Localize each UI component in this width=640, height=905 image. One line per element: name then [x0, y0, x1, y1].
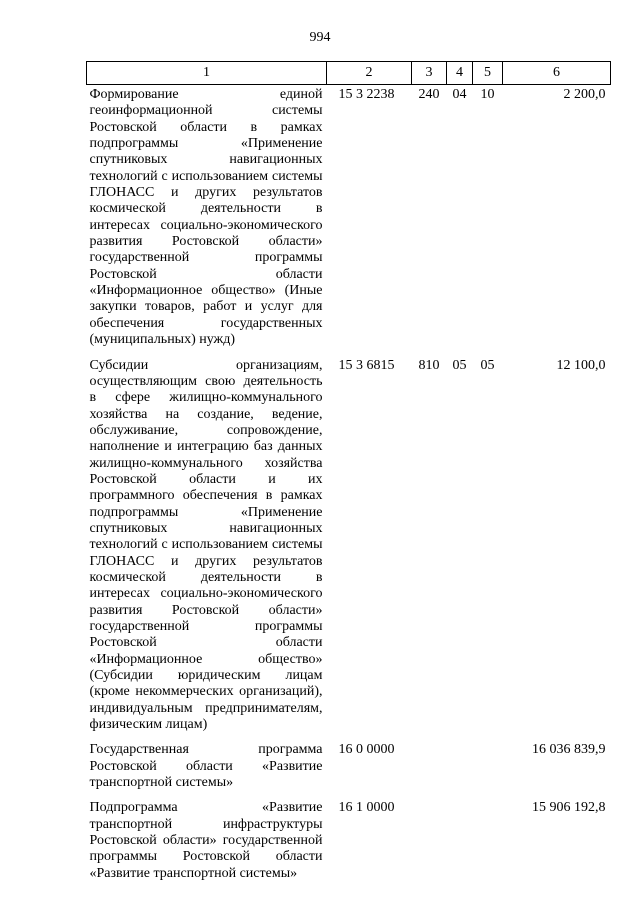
- row-target-code: 15 3 6815: [338, 357, 395, 373]
- row-target-code: 16 1 0000: [338, 800, 395, 816]
- row-section: 05: [452, 357, 467, 373]
- row-amount: 12 100,0: [556, 357, 606, 373]
- row-name: Подпрограмма «Развитие транспортной инфраструктуры Ростовской области» государственной программы Ростовской области «Развитие транспортной системы»: [89, 800, 323, 881]
- header-cell-rz: 4: [447, 62, 473, 85]
- page-number: 994: [309, 30, 331, 45]
- row-amount: 16 036 839,9: [532, 742, 606, 758]
- table-header-row: [87, 62, 611, 85]
- header-cell-vr: 3: [412, 62, 447, 85]
- row-subsection: 10: [480, 87, 495, 102]
- row-expense-type: [412, 798, 447, 889]
- row-amount: 15 906 192,8: [532, 800, 606, 816]
- row-section: [447, 798, 473, 889]
- header-cell-pr: 5: [473, 62, 503, 85]
- row-target-code: 16 0 0000: [338, 742, 395, 758]
- row-subsection: [473, 740, 503, 798]
- table-row: [87, 356, 611, 741]
- row-section: [447, 740, 473, 798]
- header-cell-sum: 6: [503, 62, 611, 85]
- row-subsection: 05: [480, 357, 495, 373]
- row-expense-type: 240: [418, 87, 440, 102]
- row-name: Государственная программа Ростовской области «Развитие транспортной системы»: [89, 742, 323, 791]
- row-section: 04: [452, 87, 467, 102]
- row-expense-type: [412, 740, 447, 798]
- budget-table: [86, 61, 611, 889]
- row-target-code: 15 3 2238: [338, 87, 395, 102]
- row-subsection: [473, 798, 503, 889]
- table-row: [87, 740, 611, 798]
- table-row: [87, 798, 611, 889]
- table-row: [87, 85, 611, 356]
- row-amount: 2 200,0: [563, 87, 606, 102]
- row-name: Формирование единой геоинформационной системы Ростовской области в рамках подпрограммы «Применение спутниковых навигационных технологий с использованием системы ГЛОНАСС и других результатов космической деятельности в интересах социально-экономического развития Ростовской области» государственной программы Ростовской области «Информационное общество» (Иные закупки товаров, работ и услуг для обеспечения государственных (муниципальных) нужд): [89, 87, 323, 348]
- row-expense-type: 810: [418, 357, 440, 373]
- header-cell-name: 1: [87, 62, 327, 85]
- row-name: Субсидии организациям, осуществляющим свою деятельность в сфере жилищно-коммунального хозяйства на создание, ведение, обслуживание, сопровождение, наполнение и интеграцию баз данных жилищно-коммунального хозяйства Ростовской области и их программного обеспечения в рамках подпрограммы «Применение спутниковых навигационных технологий с использованием системы ГЛОНАСС и других результатов космической деятельности в интересах социально-экономического развития Ростовской области» государственной программы Ростовской области «Информационное общество» (Субсидии юридическим лицам (кроме некоммерческих организаций), индивидуальным предпринимателям, физическим лицам): [89, 357, 323, 733]
- header-cell-csr: 2: [327, 62, 412, 85]
